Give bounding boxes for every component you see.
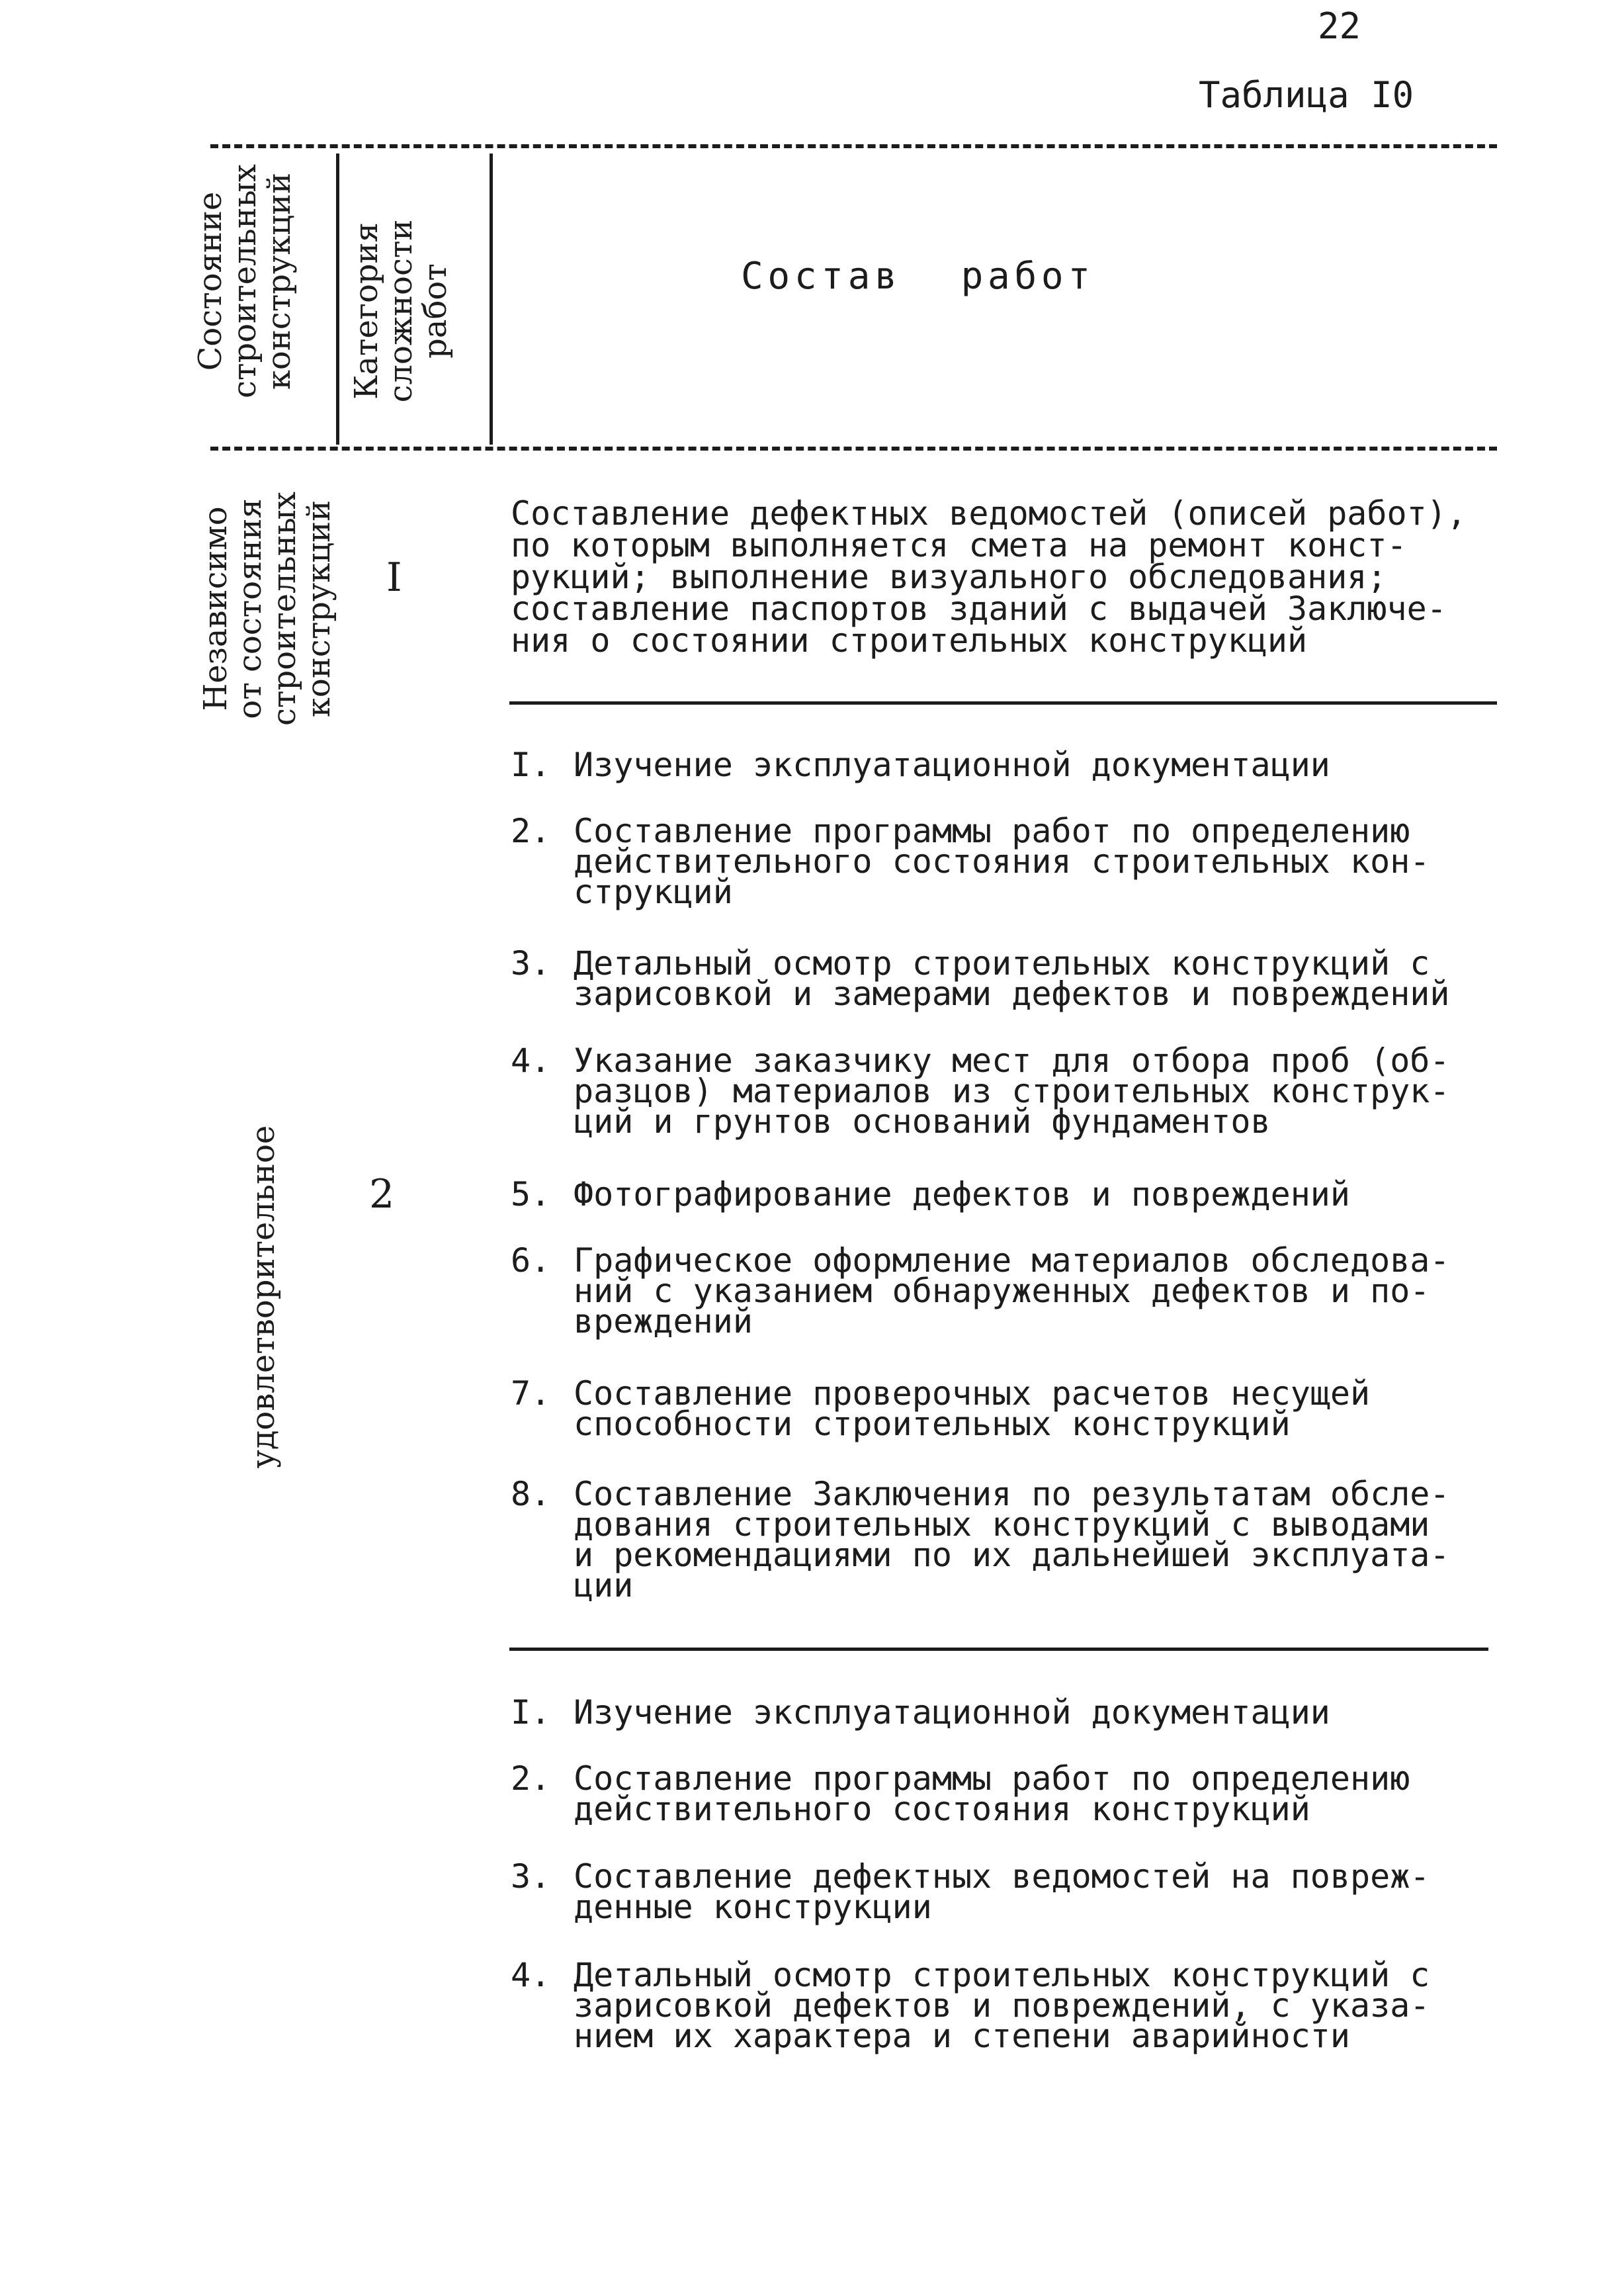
item-line: нием их характера и степени аварийности bbox=[574, 2017, 1350, 2055]
item-number: 5. bbox=[511, 1175, 551, 1213]
item-line: Составление дефектных ведомостей на повреж- bbox=[574, 1857, 1430, 1896]
row1-condition bbox=[198, 463, 336, 754]
item-line: зарисовкой и замерами дефектов и повреждений bbox=[574, 975, 1450, 1013]
item-line: ций и грунтов оснований фундаментов bbox=[574, 1102, 1271, 1141]
row1-description-line: Составление дефектных ведомостей (описей работ), bbox=[511, 494, 1467, 533]
item-line: Составление программы работ по определению bbox=[574, 1759, 1410, 1798]
item-line: разцов) материалов из строительных конструк- bbox=[574, 1072, 1450, 1110]
item-line: денные конструкции bbox=[574, 1888, 932, 1926]
item-line: Изучение эксплуатационной документации bbox=[574, 1693, 1330, 1732]
item-line: Изучение эксплуатационной документации bbox=[574, 746, 1330, 784]
item-line: дования строительных конструкций с выводами bbox=[574, 1505, 1430, 1544]
row1-description-line: ния о состоянии строительных конструкций bbox=[511, 621, 1308, 660]
row1-description-line: по которым выполняется смета на ремонт конст- bbox=[511, 526, 1407, 564]
row2-category: 2 bbox=[369, 1171, 395, 1217]
item-number: I. bbox=[511, 1693, 551, 1732]
item-line: ции bbox=[574, 1566, 634, 1605]
row-separator bbox=[509, 701, 1497, 705]
header-composition bbox=[741, 255, 1154, 298]
header-category bbox=[349, 198, 452, 423]
item-number: 2. bbox=[511, 1759, 551, 1798]
item-line: ний с указанием обнаруженных дефектов и по- bbox=[574, 1272, 1430, 1310]
item-line: Детальный осмотр строительных конструкций с bbox=[574, 1956, 1430, 1994]
row1-condition-line: от состояния bbox=[232, 498, 269, 719]
item-number: 3. bbox=[511, 944, 551, 983]
row1-description bbox=[511, 494, 1516, 660]
item-line: зарисовкой дефектов и повреждений, с указа- bbox=[574, 1986, 1430, 2025]
item-line: вреждений bbox=[574, 1302, 753, 1341]
row1-condition-line: конструкций bbox=[300, 500, 337, 718]
item-line: Составление Заключения по результатам обсле- bbox=[574, 1475, 1450, 1513]
header-category-line: сложности bbox=[382, 219, 419, 403]
item-line: способности строительных конструкций bbox=[574, 1405, 1291, 1443]
row-separator bbox=[509, 1648, 1488, 1651]
row2-condition: удовлетворительное bbox=[245, 1125, 282, 1469]
row1-condition-line: Независимо bbox=[197, 506, 234, 711]
item-line: действительного состояния конструкций bbox=[574, 1790, 1310, 1828]
item-line: и рекомендациями по их дальнейшей эксплуата- bbox=[574, 1536, 1450, 1574]
row1-condition-line: строительных bbox=[266, 492, 303, 726]
header-condition-line: строительных bbox=[226, 164, 263, 398]
item-number: 6. bbox=[511, 1241, 551, 1280]
row1-description-line: рукций; выполнение визуального обследования; bbox=[511, 558, 1387, 596]
header-bottom-rule bbox=[210, 447, 1497, 451]
item-number: 4. bbox=[511, 1956, 551, 1994]
header-divider-1 bbox=[336, 154, 339, 445]
page-number: 22 bbox=[1318, 5, 1361, 47]
row1-category: I bbox=[386, 554, 402, 601]
item-line: струкций bbox=[574, 873, 733, 911]
item-line: действительного состояния строительных кон- bbox=[574, 842, 1430, 881]
item-number: 4. bbox=[511, 1041, 551, 1080]
header-composition-word: работ bbox=[961, 255, 1095, 298]
header-divider-2 bbox=[490, 154, 493, 445]
row1-description-line: составление паспортов зданий с выдачей Заключе- bbox=[511, 590, 1447, 628]
header-condition-line: конструкций bbox=[261, 172, 298, 390]
header-condition bbox=[193, 139, 296, 423]
item-line: Фотографирование дефектов и повреждений bbox=[574, 1175, 1350, 1213]
item-line: Указание заказчику мест для отбора проб (об- bbox=[574, 1041, 1450, 1080]
header-category-line: работ bbox=[417, 263, 454, 359]
item-line: Составление программы работ по определению bbox=[574, 812, 1410, 850]
item-line: Составление проверочных расчетов несущей bbox=[574, 1374, 1371, 1413]
header-condition-line: Состояние bbox=[192, 191, 229, 371]
item-number: 2. bbox=[511, 812, 551, 850]
header-composition-word: Состав bbox=[741, 255, 902, 298]
item-number: 8. bbox=[511, 1475, 551, 1513]
item-line: Детальный осмотр строительных конструкций с bbox=[574, 944, 1430, 983]
table-title: Таблица I0 bbox=[1199, 74, 1414, 116]
item-number: I. bbox=[511, 746, 551, 784]
item-line: Графическое оформление материалов обследова- bbox=[574, 1241, 1450, 1280]
item-number: 7. bbox=[511, 1374, 551, 1413]
header-category-line: Категория bbox=[348, 222, 385, 400]
item-number: 3. bbox=[511, 1857, 551, 1896]
table-top-rule bbox=[210, 144, 1497, 148]
